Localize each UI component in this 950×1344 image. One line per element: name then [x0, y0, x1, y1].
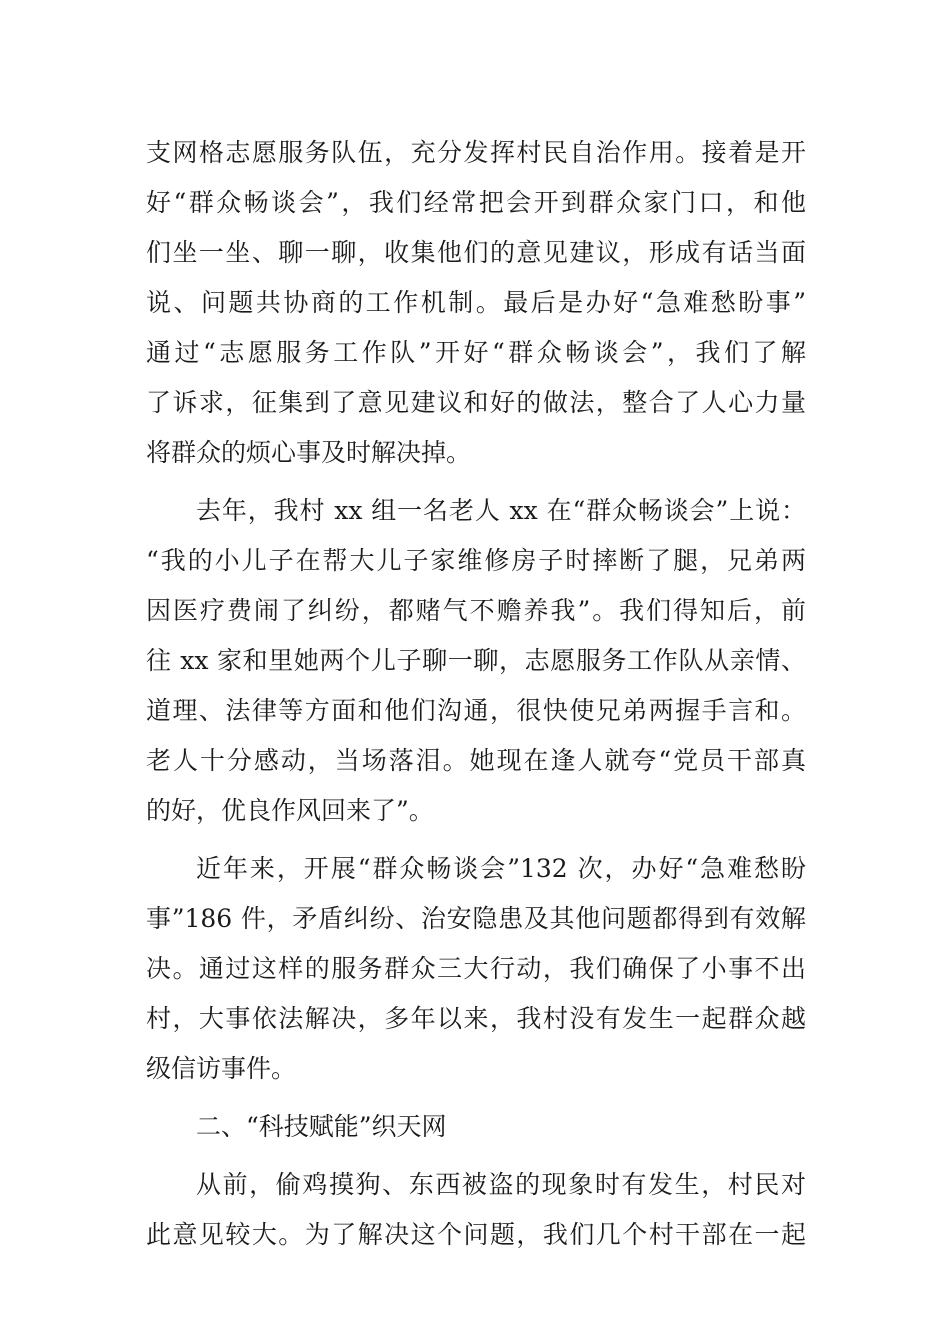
paragraph-gap	[146, 836, 806, 844]
text-line: 通过“志愿服务工作队”开好“群众畅谈会”，我们了解	[146, 338, 806, 367]
text-line: 因医疗费闹了纠纷，都赌气不赡养我”。我们得知后，前	[146, 596, 806, 625]
paragraph	[146, 1102, 806, 1152]
text-line: 级信访事件。	[146, 1054, 297, 1083]
text-line: 们坐一坐、聊一聊，收集他们的意见建议，形成有话当面	[146, 238, 806, 267]
text-line: 了诉求，征集到了意见建议和好的做法，整合了人心力量	[146, 388, 806, 417]
text-line: 老人十分感动，当场落泪。她现在逢人就夸“党员干部真	[146, 746, 806, 775]
paragraph	[146, 844, 806, 1094]
paragraph-gap	[146, 1152, 806, 1160]
paragraph-gap	[146, 1094, 806, 1102]
paragraph	[146, 1160, 806, 1260]
text-line: 决。通过这样的服务群众三大行动，我们确保了小事不出	[146, 954, 806, 983]
paragraph	[146, 128, 806, 478]
text-line: “我的小儿子在帮大儿子家维修房子时摔断了腿，兄弟两	[146, 546, 806, 575]
text-line: 去年，我村 xx 组一名老人 xx 在“群众畅谈会”上说：	[196, 496, 806, 525]
paragraph	[146, 486, 806, 836]
document-body	[146, 128, 806, 1260]
text-line: 此意见较大。为了解决这个问题，我们几个村干部在一起	[146, 1220, 806, 1249]
paragraph-gap	[146, 478, 806, 486]
text-line: 好“群众畅谈会”，我们经常把会开到群众家门口，和他	[146, 188, 806, 217]
text-line: 事”186 件，矛盾纠纷、治安隐患及其他问题都得到有效解	[146, 904, 806, 933]
text-line: 近年来，开展“群众畅谈会”132 次，办好“急难愁盼	[196, 854, 806, 883]
text-line: 的好，优良作风回来了”。	[146, 796, 434, 825]
text-line: 支网格志愿服务队伍，充分发挥村民自治作用。接着是开	[146, 138, 806, 167]
text-line: 村，大事依法解决，多年以来，我村没有发生一起群众越	[146, 1004, 806, 1033]
text-line: 二、“科技赋能”织天网	[196, 1112, 447, 1141]
text-line: 说、问题共协商的工作机制。最后是办好“急难愁盼事”	[146, 288, 806, 317]
text-line: 往 xx 家和里她两个儿子聊一聊，志愿服务工作队从亲情、	[146, 646, 806, 675]
text-line: 道理、法律等方面和他们沟通，很快使兄弟两握手言和。	[146, 696, 806, 725]
text-line: 将群众的烦心事及时解决掉。	[146, 438, 472, 467]
text-line: 从前，偷鸡摸狗、东西被盗的现象时有发生，村民对	[196, 1170, 806, 1199]
